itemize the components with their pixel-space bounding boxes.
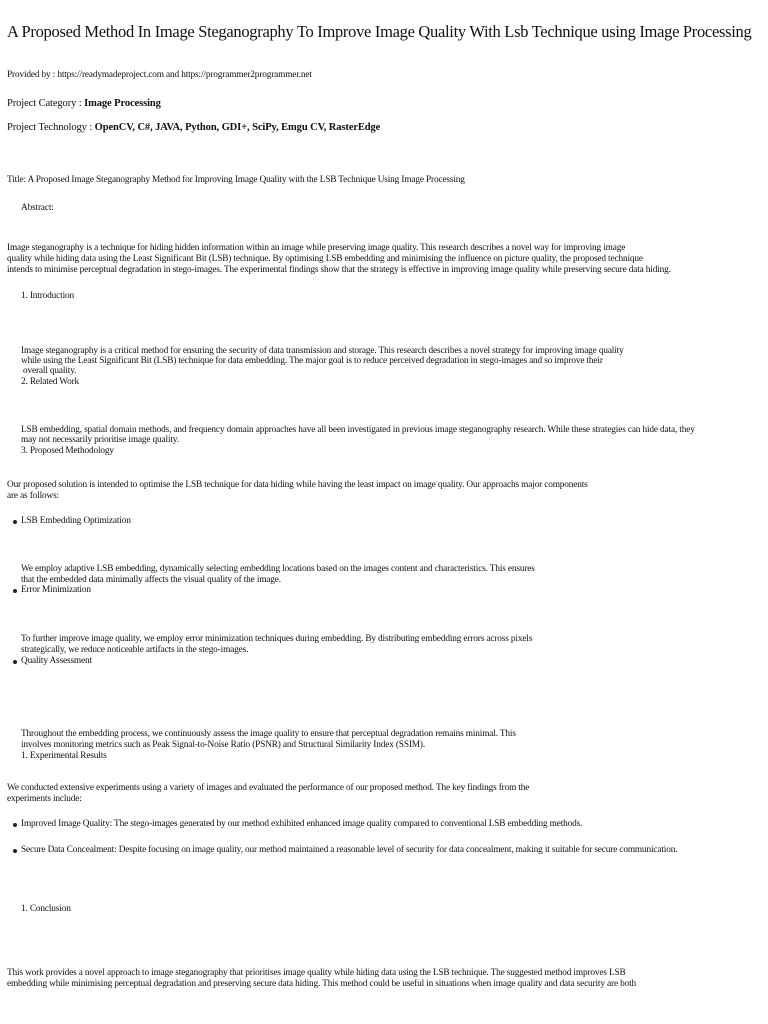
intro-line-3: overall quality. <box>23 366 77 376</box>
b1-line-2: that the embedded data minimally affects the visual quality of the image. <box>21 575 281 585</box>
technology-value: OpenCV, C#, JAVA, Python, GDI+, SciPy, Emgu CV, RasterEdge <box>94 122 381 133</box>
category-label: Project Category : <box>7 98 85 109</box>
intro-line-1: Image steganography is a critical method for ensuring the security of data transmission and storage. This research describes a novel strategy for improving image quality <box>21 346 624 356</box>
provided-by-text: Provided by : https://readymadeproject.com and https://programmer2programmer.net <box>7 70 312 80</box>
b2-line-1: To further improve image quality, we employ error minimization techniques during embedding. By distributing embedding errors across pixels <box>21 634 533 644</box>
bullet-dot <box>13 660 17 664</box>
conclusion-line-1: This work provides a novel approach to image steganography that prioritises image quality while hiding data using the LSB technique. The suggested method improves LSB <box>7 968 626 978</box>
bullet-dot <box>13 849 17 853</box>
abstract-line-1: Image steganography is a technique for hiding hidden information within an image while preserving image quality. This research describes a novel way for improving image <box>7 243 626 253</box>
b1-line-1: We employ adaptive LSB embedding, dynamically selecting embedding locations based on the images content and characteristics. This ensures <box>21 564 535 574</box>
result-secure-concealment: Secure Data Concealment: Despite focusing on image quality, our method maintained a reasonable level of security for data concealment, making it suitable for secure communication. <box>21 845 678 855</box>
result-improved-quality: Improved Image Quality: The stego-images generated by our method exhibited enhanced image quality compared to conventional LSB embedding methods. <box>21 819 583 829</box>
b3-line-2: involves monitoring metrics such as Peak Signal-to-Noise Ratio (PSNR) and Structural Similarity Index (SSIM). <box>21 740 426 750</box>
results-line-1: We conducted extensive experiments using a variety of images and evaluated the performance of our proposed method. The key findings from the <box>7 783 530 793</box>
intro-line-2: while using the Least Significant Bit (LSB) technique for data embedding. The major goal is to reduce perceived degradation in stego-images and so improve their <box>21 356 603 366</box>
results-line-2: experiments include: <box>7 794 82 804</box>
results-heading: 1. Experimental Results <box>21 751 107 761</box>
related-heading: 2. Related Work <box>21 377 80 387</box>
bullet-quality-assessment: Quality Assessment <box>21 656 92 666</box>
bullet-error-minimization: Error Minimization <box>21 585 91 595</box>
method-heading: 3. Proposed Methodology <box>21 446 114 456</box>
abstract-heading: Abstract: <box>21 203 54 213</box>
method-line-1: Our proposed solution is intended to optimise the LSB technique for data hiding while having the least impact on image quality. Our approachs major components <box>7 480 588 490</box>
page-title: A Proposed Method In Image Steganography To Improve Image Quality With Lsb Technique using Image Processing <box>7 22 752 41</box>
b3-line-1: Throughout the embedding process, we continuously assess the image quality to ensure that perceptual degradation remains minimal. This <box>21 729 516 739</box>
abstract-line-2: quality while hiding data using the Least Significant Bit (LSB) technique. By optimising LSB embedding and minimising the influence on picture quality, the proposed technique <box>7 254 643 264</box>
bullet-dot <box>13 823 17 827</box>
project-category <box>7 98 161 109</box>
technology-label: Project Technology : <box>7 122 95 133</box>
bullet-dot <box>13 520 17 524</box>
paper-title: Title: A Proposed Image Steganography Method for Improving Image Quality with the LSB Technique Using Image Processing <box>7 175 465 185</box>
project-technology <box>7 122 380 133</box>
category-value: Image Processing <box>84 98 161 109</box>
b2-line-2: strategically, we reduce noticeable artifacts in the stego-images. <box>21 645 249 655</box>
bullet-dot <box>13 589 17 593</box>
conclusion-heading: 1. Conclusion <box>21 904 71 914</box>
related-line-2: may not necessarily prioritise image quality. <box>21 435 179 445</box>
intro-heading: 1. Introduction <box>21 291 75 301</box>
method-line-2: are as follows: <box>7 491 59 501</box>
bullet-lsb-embedding-optimization: LSB Embedding Optimization <box>21 516 131 526</box>
conclusion-line-2: embedding while minimising perceptual degradation and preserving secure data hiding. This method could be useful in situations when image quality and data security are both <box>7 979 637 989</box>
abstract-line-3: intends to minimise perceptual degradation in stego-images. The experimental findings show that the strategy is effective in improving image quality while preserving secure data hiding. <box>7 265 671 275</box>
related-line-1: LSB embedding, spatial domain methods, and frequency domain approaches have all been investigated in previous image steganography research. While these strategies can hide data, they <box>21 425 695 435</box>
